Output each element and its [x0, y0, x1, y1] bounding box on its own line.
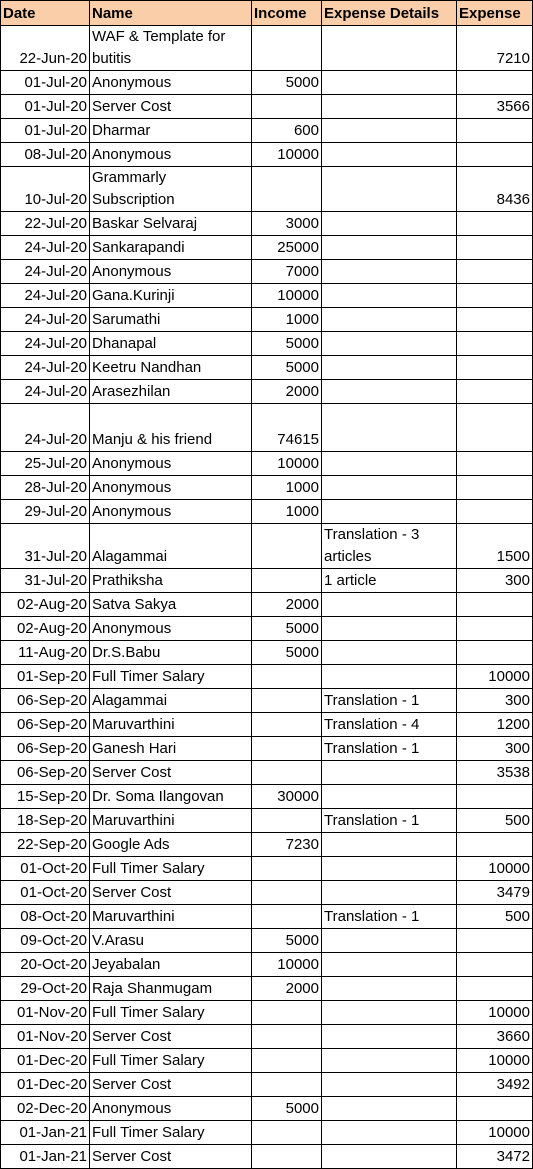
- cell-name: Satva Sakya: [90, 593, 252, 617]
- table-row: [1, 1049, 533, 1073]
- cell-name: Full Timer Salary: [90, 1121, 252, 1145]
- cell-name: Anonymous: [90, 500, 252, 524]
- cell-date: 01-Jan-21: [1, 1121, 90, 1145]
- cell-date: 01-Nov-20: [1, 1001, 90, 1025]
- cell-date: 20-Oct-20: [1, 953, 90, 977]
- cell-income: [252, 524, 322, 569]
- cell-date: 22-Jul-20: [1, 212, 90, 236]
- cell-name: Gana.Kurinji: [90, 284, 252, 308]
- cell-date: 25-Jul-20: [1, 452, 90, 476]
- cell-name: Anonymous: [90, 617, 252, 641]
- header-row: [1, 1, 533, 26]
- cell-expense: 300: [457, 569, 533, 593]
- cell-expense: [457, 476, 533, 500]
- table-row: [1, 641, 533, 665]
- cell-name: Dharmar: [90, 119, 252, 143]
- cell-income: 10000: [252, 284, 322, 308]
- table-row: [1, 119, 533, 143]
- cell-expense-details: Translation - 1: [322, 905, 457, 929]
- cell-expense: 7210: [457, 26, 533, 71]
- cell-expense-details: [322, 212, 457, 236]
- cell-name: Alagammai: [90, 689, 252, 713]
- cell-expense: 3472: [457, 1145, 533, 1169]
- cell-expense: 500: [457, 905, 533, 929]
- cell-expense-details: [322, 71, 457, 95]
- cell-date: 01-Oct-20: [1, 857, 90, 881]
- table-row: [1, 476, 533, 500]
- cell-expense: [457, 929, 533, 953]
- cell-expense: [457, 119, 533, 143]
- cell-expense: [457, 71, 533, 95]
- cell-income: 2000: [252, 977, 322, 1001]
- cell-income: [252, 167, 322, 212]
- cell-income: [252, 1049, 322, 1073]
- cell-name: Anonymous: [90, 143, 252, 167]
- cell-expense-details: [322, 284, 457, 308]
- cell-expense: [457, 308, 533, 332]
- cell-date: 01-Dec-20: [1, 1049, 90, 1073]
- cell-expense: 300: [457, 737, 533, 761]
- cell-expense: 10000: [457, 1001, 533, 1025]
- cell-date: 10-Jul-20: [1, 167, 90, 212]
- table-row: [1, 143, 533, 167]
- cell-income: 3000: [252, 212, 322, 236]
- table-row: [1, 665, 533, 689]
- cell-expense-details: [322, 143, 457, 167]
- cell-income: 7000: [252, 260, 322, 284]
- cell-expense: [457, 500, 533, 524]
- cell-name: Raja Shanmugam: [90, 977, 252, 1001]
- cell-date: 01-Dec-20: [1, 1073, 90, 1097]
- cell-expense: 3566: [457, 95, 533, 119]
- cell-name: Grammarly Subscription: [90, 167, 252, 212]
- cell-expense: [457, 977, 533, 1001]
- cell-expense-details: [322, 665, 457, 689]
- cell-date: 31-Jul-20: [1, 569, 90, 593]
- cell-income: [252, 569, 322, 593]
- cell-date: 22-Jun-20: [1, 26, 90, 71]
- table-row: [1, 500, 533, 524]
- cell-date: 06-Sep-20: [1, 737, 90, 761]
- cell-name: Anonymous: [90, 452, 252, 476]
- cell-name: Anonymous: [90, 260, 252, 284]
- cell-name: Full Timer Salary: [90, 857, 252, 881]
- cell-name: Dr.S.Babu: [90, 641, 252, 665]
- cell-expense-details: [322, 404, 457, 452]
- cell-income: [252, 689, 322, 713]
- table-row: [1, 785, 533, 809]
- cell-name: Ganesh Hari: [90, 737, 252, 761]
- cell-expense-details: [322, 452, 457, 476]
- cell-income: [252, 1073, 322, 1097]
- cell-date: 24-Jul-20: [1, 308, 90, 332]
- cell-expense-details: Translation - 1: [322, 737, 457, 761]
- cell-expense-details: [322, 833, 457, 857]
- table-row: [1, 1001, 533, 1025]
- cell-income: 7230: [252, 833, 322, 857]
- cell-income: 5000: [252, 1097, 322, 1121]
- cell-income: [252, 905, 322, 929]
- table-row: [1, 1097, 533, 1121]
- cell-expense-details: [322, 167, 457, 212]
- cell-income: [252, 1025, 322, 1049]
- table-row: [1, 236, 533, 260]
- cell-expense-details: [322, 1097, 457, 1121]
- cell-income: 5000: [252, 332, 322, 356]
- cell-name: Anonymous: [90, 1097, 252, 1121]
- cell-date: 24-Jul-20: [1, 236, 90, 260]
- cell-name: Jeyabalan: [90, 953, 252, 977]
- cell-expense-details: 1 article: [322, 569, 457, 593]
- cell-expense: [457, 380, 533, 404]
- cell-date: 06-Sep-20: [1, 713, 90, 737]
- cell-expense-details: [322, 977, 457, 1001]
- cell-expense: [457, 143, 533, 167]
- table-row: [1, 689, 533, 713]
- table-row: [1, 617, 533, 641]
- cell-expense-details: Translation - 1: [322, 809, 457, 833]
- cell-expense: [457, 593, 533, 617]
- cell-date: 24-Jul-20: [1, 260, 90, 284]
- cell-date: 24-Jul-20: [1, 404, 90, 452]
- cell-expense-details: [322, 380, 457, 404]
- cell-expense-details: [322, 95, 457, 119]
- cell-name: Google Ads: [90, 833, 252, 857]
- cell-name: Dhanapal: [90, 332, 252, 356]
- table-row: [1, 833, 533, 857]
- cell-expense-details: [322, 476, 457, 500]
- table-row: [1, 71, 533, 95]
- cell-expense: 10000: [457, 665, 533, 689]
- cell-expense: [457, 1097, 533, 1121]
- cell-expense-details: [322, 26, 457, 71]
- table-row: [1, 761, 533, 785]
- cell-expense-details: [322, 761, 457, 785]
- header-name: Name: [90, 1, 252, 26]
- cell-expense-details: [322, 260, 457, 284]
- cell-expense-details: [322, 857, 457, 881]
- cell-income: 5000: [252, 929, 322, 953]
- cell-expense-details: [322, 236, 457, 260]
- cell-income: 2000: [252, 593, 322, 617]
- table-row: [1, 857, 533, 881]
- table-row: [1, 593, 533, 617]
- cell-name: Baskar Selvaraj: [90, 212, 252, 236]
- cell-date: 01-Jul-20: [1, 119, 90, 143]
- cell-expense-details: [322, 119, 457, 143]
- cell-expense: [457, 452, 533, 476]
- cell-expense: 10000: [457, 857, 533, 881]
- cell-name: Maruvarthini: [90, 713, 252, 737]
- cell-date: 29-Jul-20: [1, 500, 90, 524]
- cell-income: 25000: [252, 236, 322, 260]
- table-row: [1, 977, 533, 1001]
- cell-name: Server Cost: [90, 761, 252, 785]
- cell-income: 600: [252, 119, 322, 143]
- header-expense: Expense: [457, 1, 533, 26]
- cell-income: [252, 881, 322, 905]
- cell-date: 01-Jul-20: [1, 95, 90, 119]
- cell-income: 74615: [252, 404, 322, 452]
- table-row: [1, 308, 533, 332]
- table-row: [1, 569, 533, 593]
- cell-name: Maruvarthini: [90, 905, 252, 929]
- cell-expense: 1500: [457, 524, 533, 569]
- cell-date: 28-Jul-20: [1, 476, 90, 500]
- table-row: [1, 284, 533, 308]
- cell-income: [252, 713, 322, 737]
- table-row: [1, 905, 533, 929]
- cell-expense-details: Translation - 1: [322, 689, 457, 713]
- cell-expense: [457, 617, 533, 641]
- table-row: [1, 167, 533, 212]
- cell-date: 01-Sep-20: [1, 665, 90, 689]
- cell-date: 02-Aug-20: [1, 593, 90, 617]
- cell-date: 01-Nov-20: [1, 1025, 90, 1049]
- cell-income: [252, 95, 322, 119]
- cell-name: V.Arasu: [90, 929, 252, 953]
- cell-expense: 3479: [457, 881, 533, 905]
- cell-date: 09-Oct-20: [1, 929, 90, 953]
- cell-expense-details: [322, 929, 457, 953]
- cell-date: 02-Aug-20: [1, 617, 90, 641]
- cell-income: 1000: [252, 500, 322, 524]
- cell-expense: [457, 641, 533, 665]
- cell-income: [252, 737, 322, 761]
- cell-income: [252, 1001, 322, 1025]
- cell-date: 06-Sep-20: [1, 761, 90, 785]
- cell-expense: [457, 356, 533, 380]
- cell-name: Server Cost: [90, 1145, 252, 1169]
- cell-expense: [457, 785, 533, 809]
- table-row: [1, 356, 533, 380]
- cell-expense-details: [322, 1121, 457, 1145]
- table-row: [1, 404, 533, 452]
- cell-date: 08-Jul-20: [1, 143, 90, 167]
- cell-name: Full Timer Salary: [90, 1001, 252, 1025]
- cell-expense: 3660: [457, 1025, 533, 1049]
- cell-date: 29-Oct-20: [1, 977, 90, 1001]
- cell-expense-details: [322, 1001, 457, 1025]
- cell-date: 22-Sep-20: [1, 833, 90, 857]
- table-row: [1, 737, 533, 761]
- cell-name: Anonymous: [90, 71, 252, 95]
- cell-expense: [457, 284, 533, 308]
- cell-income: 5000: [252, 617, 322, 641]
- cell-expense-details: [322, 953, 457, 977]
- table-row: [1, 452, 533, 476]
- table-row: [1, 95, 533, 119]
- cell-name: Anonymous: [90, 476, 252, 500]
- cell-date: 06-Sep-20: [1, 689, 90, 713]
- cell-expense-details: [322, 1073, 457, 1097]
- cell-name: Alagammai: [90, 524, 252, 569]
- cell-expense: 8436: [457, 167, 533, 212]
- cell-expense: [457, 332, 533, 356]
- cell-income: [252, 26, 322, 71]
- cell-expense-details: [322, 641, 457, 665]
- cell-date: 24-Jul-20: [1, 332, 90, 356]
- table-row: [1, 713, 533, 737]
- cell-expense-details: [322, 1049, 457, 1073]
- cell-expense: 10000: [457, 1121, 533, 1145]
- cell-expense: [457, 833, 533, 857]
- cell-expense-details: Translation - 4: [322, 713, 457, 737]
- cell-expense: [457, 953, 533, 977]
- cell-name: Full Timer Salary: [90, 1049, 252, 1073]
- cell-expense-details: [322, 332, 457, 356]
- cell-name: Arasezhilan: [90, 380, 252, 404]
- cell-income: 10000: [252, 953, 322, 977]
- cell-date: 01-Jan-21: [1, 1145, 90, 1169]
- table-row: [1, 881, 533, 905]
- cell-expense-details: [322, 617, 457, 641]
- ledger-body: [1, 26, 533, 1169]
- cell-expense: [457, 212, 533, 236]
- cell-date: 02-Dec-20: [1, 1097, 90, 1121]
- cell-expense: 1200: [457, 713, 533, 737]
- cell-income: [252, 761, 322, 785]
- header-income: Income: [252, 1, 322, 26]
- cell-date: 24-Jul-20: [1, 284, 90, 308]
- cell-income: [252, 665, 322, 689]
- cell-name: Keetru Nandhan: [90, 356, 252, 380]
- table-row: [1, 1121, 533, 1145]
- cell-expense-details: [322, 785, 457, 809]
- cell-name: Server Cost: [90, 1073, 252, 1097]
- cell-date: 08-Oct-20: [1, 905, 90, 929]
- cell-income: [252, 1121, 322, 1145]
- cell-name: Server Cost: [90, 95, 252, 119]
- table-row: [1, 524, 533, 569]
- cell-date: 01-Jul-20: [1, 71, 90, 95]
- cell-date: 31-Jul-20: [1, 524, 90, 569]
- table-row: [1, 260, 533, 284]
- cell-expense-details: [322, 308, 457, 332]
- table-row: [1, 380, 533, 404]
- cell-expense: 300: [457, 689, 533, 713]
- table-row: [1, 26, 533, 71]
- cell-date: 01-Oct-20: [1, 881, 90, 905]
- cell-expense-details: [322, 500, 457, 524]
- cell-income: 2000: [252, 380, 322, 404]
- cell-name: Sarumathi: [90, 308, 252, 332]
- cell-name: Dr. Soma Ilangovan: [90, 785, 252, 809]
- cell-expense-details: [322, 881, 457, 905]
- cell-name: WAF & Template for butitis: [90, 26, 252, 71]
- cell-income: 5000: [252, 71, 322, 95]
- cell-expense: 500: [457, 809, 533, 833]
- cell-name: Server Cost: [90, 881, 252, 905]
- cell-expense-details: Translation - 3 articles: [322, 524, 457, 569]
- cell-expense: [457, 404, 533, 452]
- table-row: [1, 212, 533, 236]
- cell-expense: 3538: [457, 761, 533, 785]
- cell-expense: 10000: [457, 1049, 533, 1073]
- cell-income: 30000: [252, 785, 322, 809]
- table-row: [1, 1073, 533, 1097]
- header-date: Date: [1, 1, 90, 26]
- cell-date: 11-Aug-20: [1, 641, 90, 665]
- cell-income: 10000: [252, 452, 322, 476]
- cell-income: [252, 857, 322, 881]
- cell-name: Full Timer Salary: [90, 665, 252, 689]
- cell-name: Server Cost: [90, 1025, 252, 1049]
- cell-date: 24-Jul-20: [1, 356, 90, 380]
- cell-date: 15-Sep-20: [1, 785, 90, 809]
- cell-name: Manju & his friend: [90, 404, 252, 452]
- cell-income: 10000: [252, 143, 322, 167]
- cell-expense: 3492: [457, 1073, 533, 1097]
- table-row: [1, 809, 533, 833]
- cell-income: 5000: [252, 356, 322, 380]
- cell-income: [252, 809, 322, 833]
- cell-date: 18-Sep-20: [1, 809, 90, 833]
- table-row: [1, 332, 533, 356]
- cell-date: 24-Jul-20: [1, 380, 90, 404]
- cell-income: 1000: [252, 476, 322, 500]
- cell-name: Maruvarthini: [90, 809, 252, 833]
- cell-expense-details: [322, 356, 457, 380]
- cell-name: Sankarapandi: [90, 236, 252, 260]
- cell-expense-details: [322, 593, 457, 617]
- cell-income: 1000: [252, 308, 322, 332]
- cell-expense-details: [322, 1025, 457, 1049]
- cell-income: 5000: [252, 641, 322, 665]
- header-expense-details: Expense Details: [322, 1, 457, 26]
- table-row: [1, 1025, 533, 1049]
- cell-expense: [457, 260, 533, 284]
- table-row: [1, 929, 533, 953]
- cell-name: Prathiksha: [90, 569, 252, 593]
- table-row: [1, 953, 533, 977]
- cell-expense: [457, 236, 533, 260]
